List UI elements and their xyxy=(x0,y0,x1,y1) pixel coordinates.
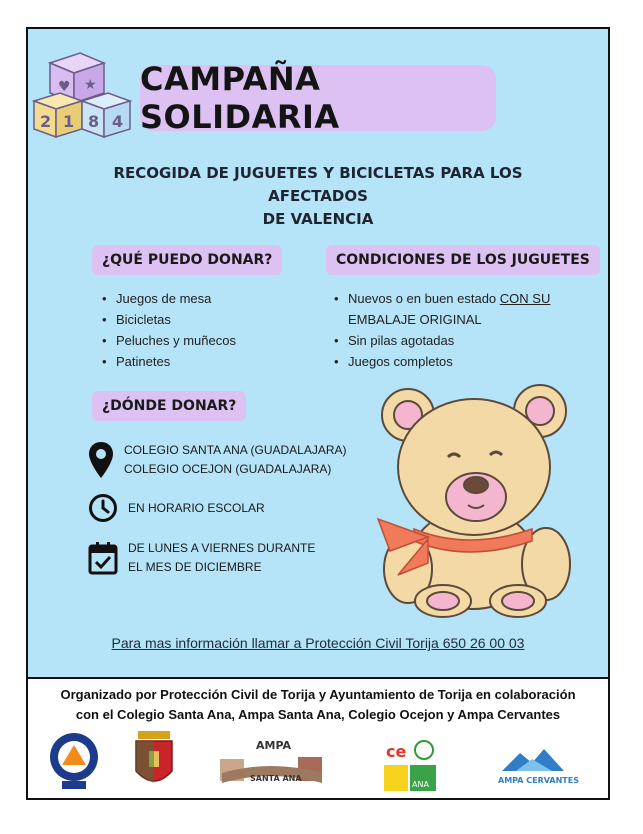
list-item: • Patinetes xyxy=(100,351,236,372)
escudo-torija-logo xyxy=(132,727,176,793)
ampa-santa-ana-logo xyxy=(216,735,326,791)
svg-text:4: 4 xyxy=(112,112,124,131)
svg-text:ce: ce xyxy=(386,742,407,761)
flyer-background xyxy=(28,29,608,677)
schedule-text: EN HORARIO ESCOLAR xyxy=(128,500,265,515)
svg-text:SANTA ANA: SANTA ANA xyxy=(250,774,302,783)
location-text xyxy=(124,441,347,479)
svg-text:2: 2 xyxy=(40,112,52,131)
days-text xyxy=(128,539,315,577)
days-line-1: DE LUNES A VIERNES DURANTE xyxy=(128,541,316,555)
location-line-1: COLEGIO SANTA ANA (GUADALAJARA) xyxy=(124,443,347,457)
ce-santa-ana-logo xyxy=(384,737,436,793)
where-location xyxy=(88,441,347,479)
list-item: • Bicicletas xyxy=(100,309,236,330)
footer-divider xyxy=(28,677,608,679)
where-schedule xyxy=(88,493,265,523)
svg-text:★: ★ xyxy=(84,77,97,93)
teddy-bear-illustration xyxy=(368,379,588,619)
page-title: CAMPAÑA SOLIDARIA xyxy=(140,60,340,136)
list-item: • Juegos completos xyxy=(332,351,550,372)
conditions-heading: CONDICIONES DE LOS JUGUETES xyxy=(326,245,600,275)
subtitle-line-1: RECOGIDA DE JUGUETES Y BICICLETAS PARA LOS AFECTADOS xyxy=(113,164,523,205)
info-text: Para mas información llamar a Protección Civil Torija 650 26 00 03 xyxy=(111,635,525,651)
subtitle-line-2: DE VALENCIA xyxy=(262,210,374,228)
svg-text:♥: ♥ xyxy=(58,79,71,95)
list-item: • Juegos de mesa xyxy=(100,288,236,309)
list-item: • Peluches y muñecos xyxy=(100,330,236,351)
condition-1-underlined: CON SU xyxy=(499,291,551,306)
donate-list xyxy=(100,288,236,372)
title-banner xyxy=(140,60,496,136)
location-line-2: COLEGIO OCEJON (GUADALAJARA) xyxy=(124,462,332,476)
location-pin-icon xyxy=(88,441,114,479)
condition-1-line2: EMBALAJE ORIGINAL xyxy=(348,312,482,327)
donate-heading: ¿QUÉ PUEDO DONAR? xyxy=(92,245,282,275)
info-line xyxy=(28,635,608,651)
svg-text:AMPA CERVANTES: AMPA CERVANTES xyxy=(498,776,579,785)
svg-text:AMPA: AMPA xyxy=(256,739,292,752)
condition-1-text: Nuevos o en buen estado xyxy=(348,291,500,306)
where-days xyxy=(88,539,315,577)
proteccion-civil-logo xyxy=(48,729,100,791)
organizers-line-1: Organizado por Protección Civil de Torija y Ayuntamiento de Torija en colaboración xyxy=(60,687,576,702)
svg-text:ANA: ANA xyxy=(412,780,429,789)
toy-blocks-illustration xyxy=(30,41,140,141)
ampa-cervantes-logo xyxy=(492,741,584,789)
flyer-frame xyxy=(26,27,610,800)
conditions-list xyxy=(332,288,550,372)
calendar-check-icon xyxy=(88,541,118,575)
where-heading: ¿DÓNDE DONAR? xyxy=(92,391,246,421)
svg-text:8: 8 xyxy=(88,112,100,131)
subtitle xyxy=(68,162,568,231)
svg-text:1: 1 xyxy=(63,112,75,131)
organizers xyxy=(32,685,604,725)
clock-icon xyxy=(88,493,118,523)
list-item: • Sin pilas agotadas xyxy=(332,330,550,351)
organizers-line-2: con el Colegio Santa Ana, Ampa Santa Ana, Colegio Ocejon y Ampa Cervantes xyxy=(75,707,561,722)
days-line-2: EL MES DE DICIEMBRE xyxy=(128,560,262,574)
list-item xyxy=(332,288,550,330)
